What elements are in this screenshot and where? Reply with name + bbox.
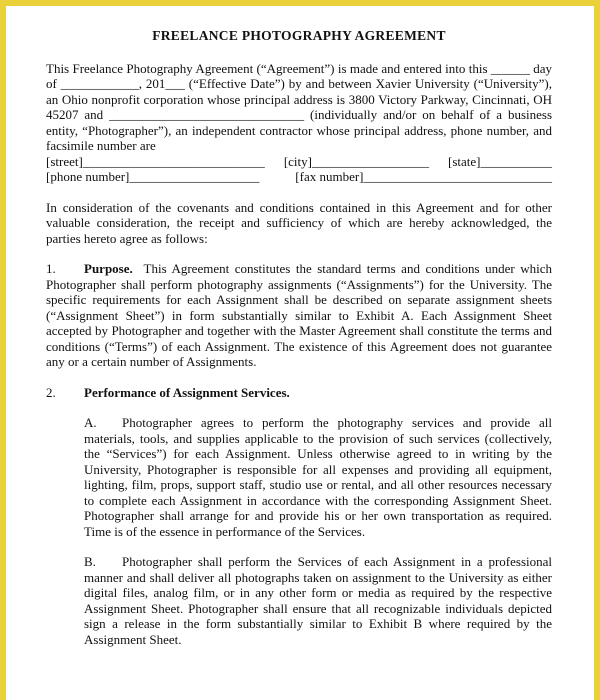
section-2b <box>84 554 552 647</box>
contact-row <box>46 169 552 185</box>
intro-paragraph: This Freelance Photography Agreement (“Agreement”) is made and entered into this ______ day of ____________, 201___ (“Effective Date”) by and between Xavier University (“University”), an Ohio nonprofit corporation whose principal address is 3800 Victory Parkway, Cincinnati, OH 45207 and ______________________________ (individually and/or on behalf of a business entity, “Photographer”), an independent contractor whose principal address, phone number, and facsimile number are <box>46 60 552 153</box>
section-1-number: 1. <box>46 261 56 276</box>
consideration-paragraph: In consideration of the covenants and conditions contained in this Agreement and for other valuable consideration, the receipt and sufficiency of which are hereby acknowledged, the parties hereto agree as follows: <box>46 199 552 246</box>
address-row <box>46 154 552 170</box>
section-2-title: Performance of Assignment Services. <box>84 384 290 400</box>
document-page <box>6 6 594 700</box>
section-2b-label: B. <box>84 554 96 569</box>
section-2-number: 2. <box>46 384 56 400</box>
fax-field: [fax number]_____________________________ <box>295 169 552 184</box>
section-1-title: Purpose. <box>84 261 133 276</box>
section-1 <box>46 261 552 370</box>
address-fields <box>46 154 552 185</box>
street-field: [street]____________________________ <box>46 153 265 169</box>
section-1-text: This Agreement constitutes the standard terms and conditions under which Photographer shall perform photography assignments (“Assignments”) for the University. The specific requirements for each Assignment shall be described on separate assignment sheets (“Assignment Sheet”) in form substantially similar to Exhibit A. Each Assignment Sheet accepted by Photographer and together with the Master Agreement shall constitute the terms and conditions (“Terms”) of each Assignment. The existence of this Agreement does not guarantee any or a certain number of Assignments. <box>46 261 553 369</box>
document-title: FREELANCE PHOTOGRAPHY AGREEMENT <box>152 28 446 43</box>
phone-field: [phone number]____________________ <box>46 169 260 184</box>
section-2a-label: A. <box>84 415 97 430</box>
section-2a-text: Photographer agrees to perform the photography services and provide all materials, tools, and supplies applicable to the provision of such services (collectively, the “Services”) for each Assignment. Unless otherwise agreed to in writing by the University, Photographer is responsible for all expenses and providing all equipment, lighting, film, props, support staff, studio use or rental, and all other resources necessary to complete each Assignment in accordance with the corresponding Assignment Sheet. Photographer shall arrange for and provide his or her own transportation as required. Time is of the essence in performance of the Services. <box>84 415 552 539</box>
section-2b-text: Photographer shall perform the Services of each Assignment in a professional manner and shall deliver all photographs taken on assignment to the University as either digital files, analog film, or in any other form or media as required by the respective Assignment Sheet. Photographer shall ensure that all recognizable individuals depicted sign a release in the form substantially similar to Exhibit B where required by the Assignment Sheet. <box>84 554 552 647</box>
state-field: [state]___________ <box>448 153 552 169</box>
section-2a <box>84 415 552 539</box>
section-2-heading <box>46 385 552 401</box>
city-field: [city]__________________ <box>283 153 429 169</box>
document-content <box>46 28 552 647</box>
